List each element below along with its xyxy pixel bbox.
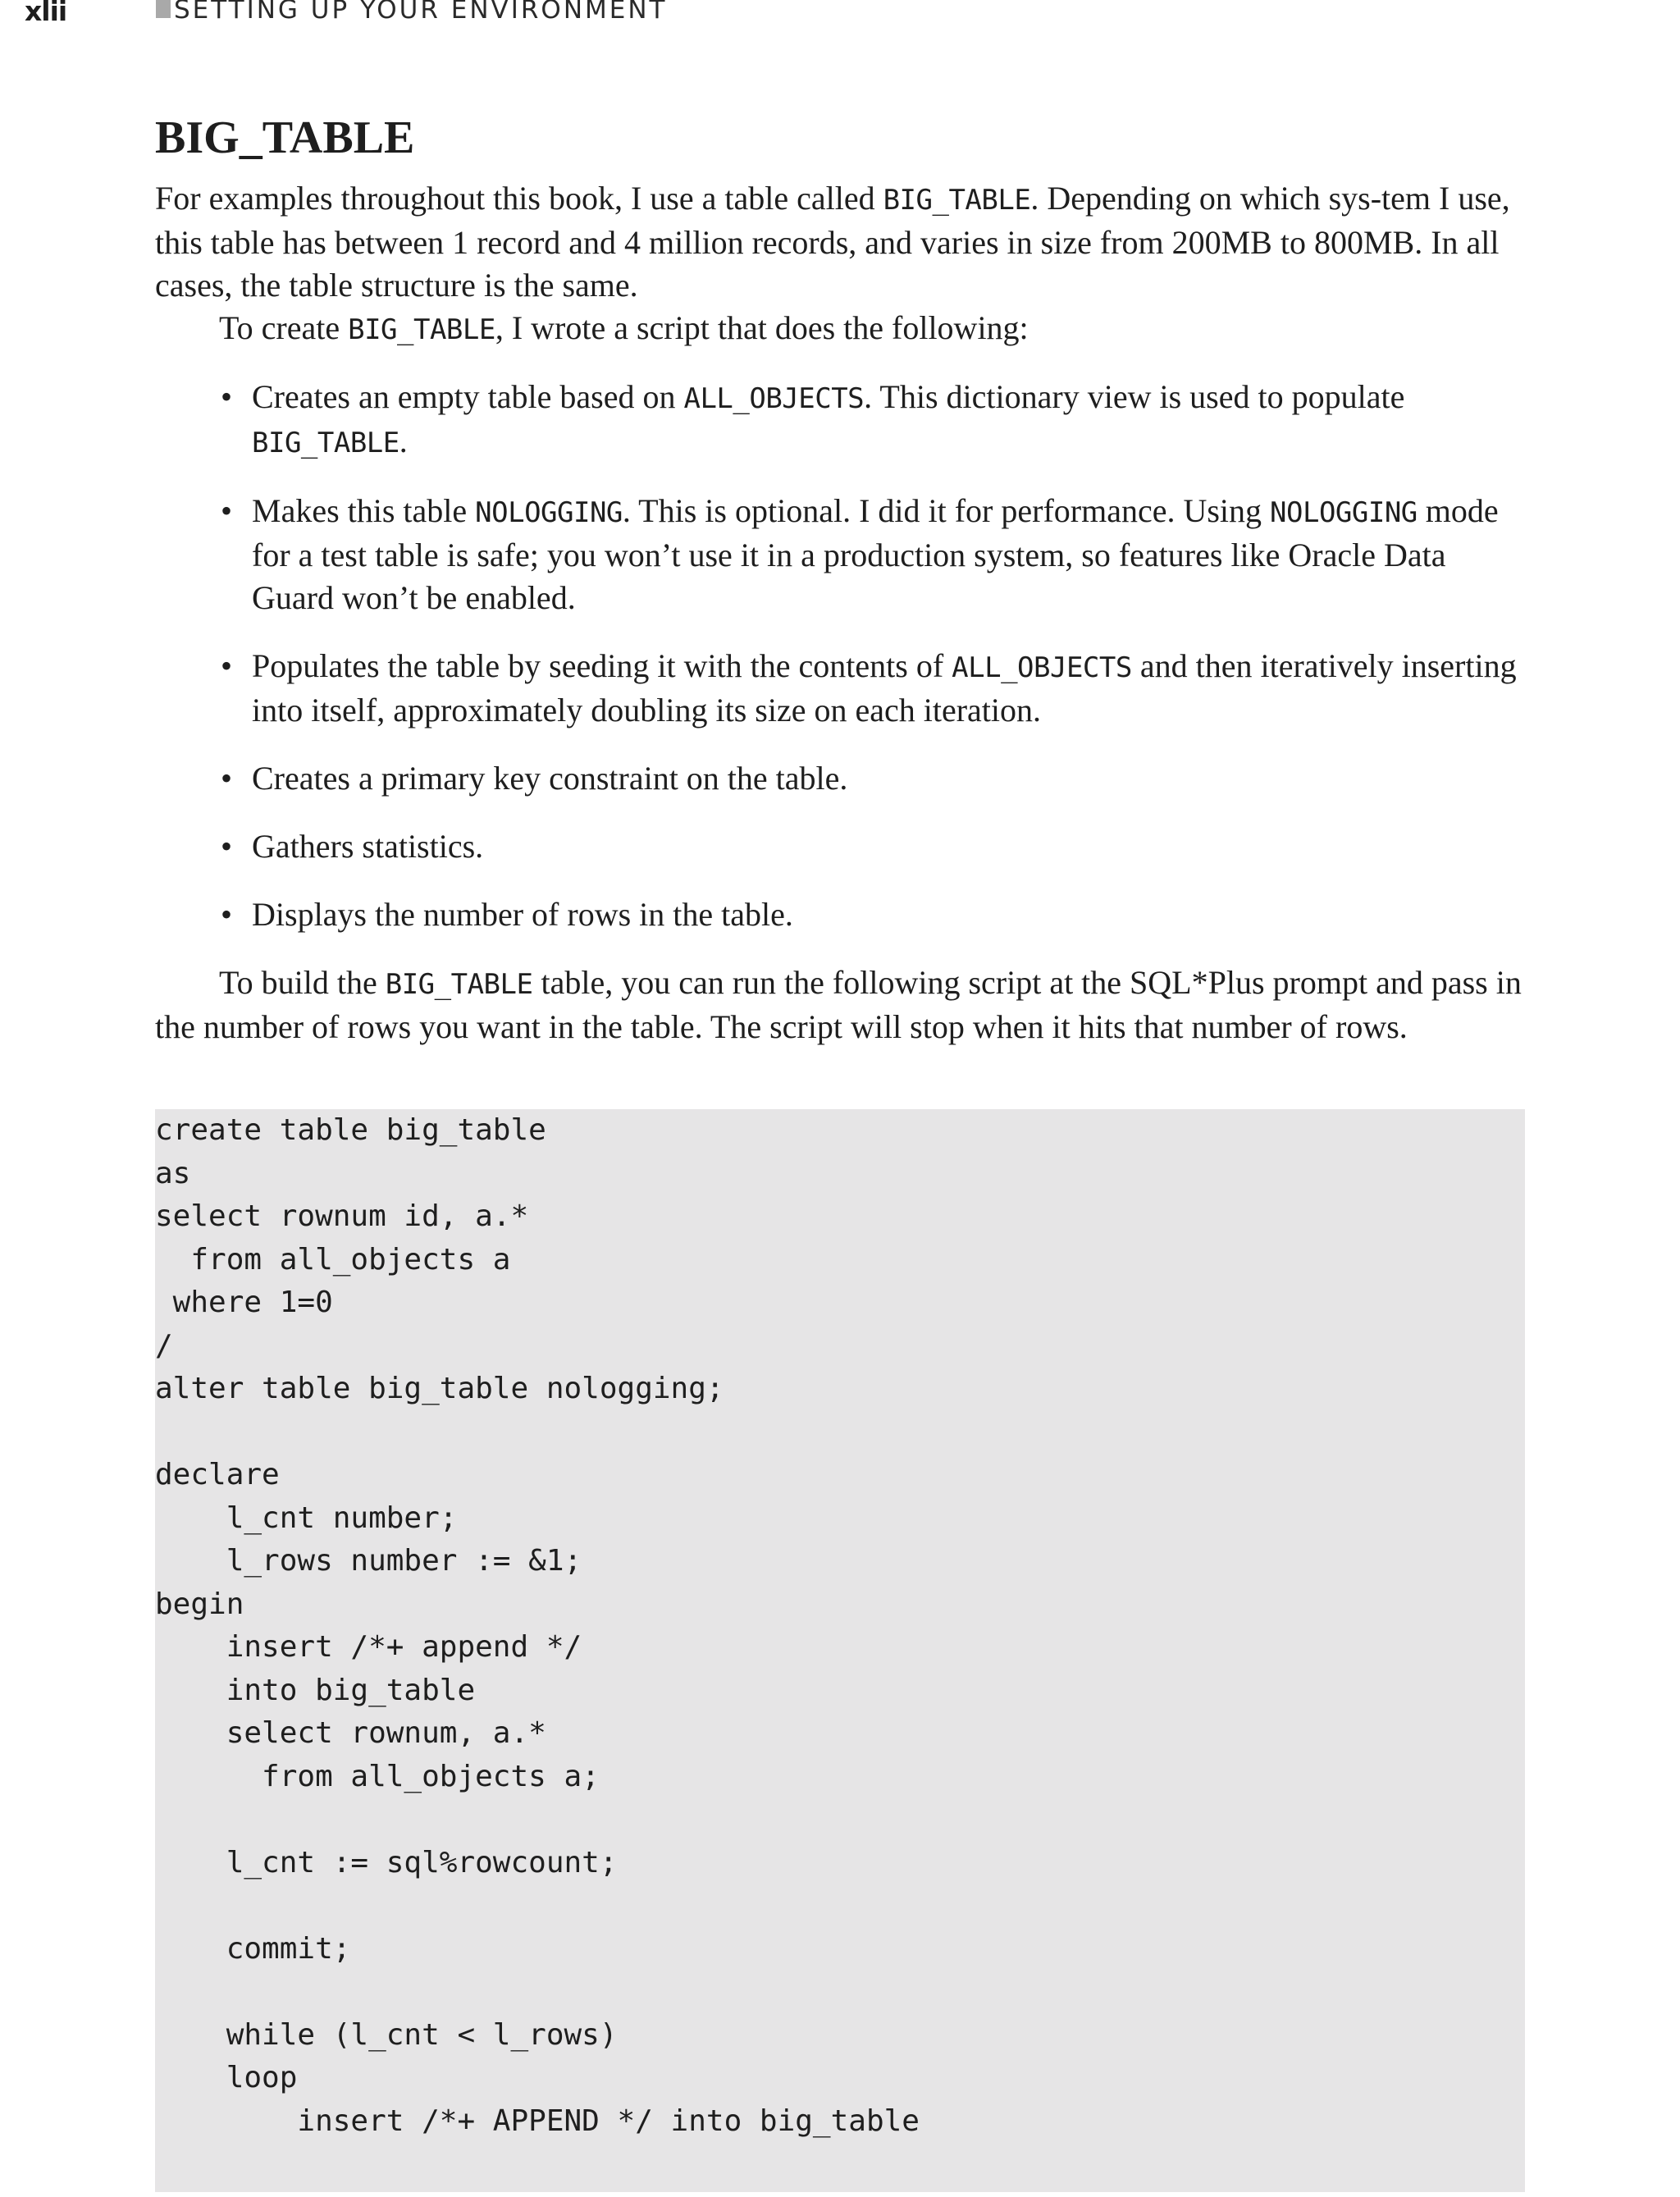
list-item-text: . This dictionary view is used to populate bbox=[864, 378, 1405, 415]
list-item-code: ALL_OBJECTS bbox=[952, 651, 1132, 684]
code-line: from all_objects a; bbox=[155, 1759, 600, 1793]
code-line bbox=[155, 1971, 1525, 2014]
code-listing bbox=[155, 1109, 1525, 2192]
code-line bbox=[155, 1798, 1525, 1842]
list-item-text: Makes this table bbox=[252, 492, 476, 529]
list-item bbox=[219, 893, 1525, 936]
intro-paragraph bbox=[155, 177, 1525, 307]
running-head-title: SETTING UP YOUR ENVIRONMENT bbox=[174, 0, 668, 25]
intro-text-2: . Depending on which sys-tem I use, this table has between 1 record and 4 million records, and varies in size from 200MB to 800MB. In all cases, the table structure is the same. bbox=[155, 180, 1510, 304]
code-line: loop bbox=[155, 2061, 298, 2094]
intro-code-big-table: BIG_TABLE bbox=[883, 184, 1031, 217]
code-line: l_cnt number; bbox=[155, 1500, 458, 1535]
code-line: select rownum, a.* bbox=[155, 1716, 546, 1750]
intro-text-1: For examples throughout this book, I use a table called bbox=[155, 180, 883, 217]
code-line: l_cnt := sql%rowcount; bbox=[155, 1845, 618, 1880]
script-intro-text-2: , I wrote a script that does the following: bbox=[495, 309, 1029, 346]
script-intro-paragraph bbox=[155, 307, 1525, 351]
list-item-text: and then iteratively inserting into itself, approximately doubling its size on each iteration. bbox=[252, 647, 1517, 729]
running-head-marker bbox=[156, 0, 171, 18]
list-item bbox=[219, 645, 1525, 732]
code-line: from all_objects a bbox=[155, 1242, 511, 1277]
running-head bbox=[25, 0, 667, 28]
bullet-icon: • bbox=[221, 647, 233, 684]
code-line: declare bbox=[155, 1458, 280, 1491]
list-item bbox=[219, 490, 1525, 619]
code-line: alter table big_table nologging; bbox=[155, 1372, 724, 1405]
script-intro-text-1: To create bbox=[219, 309, 349, 346]
bullet-icon: • bbox=[221, 760, 233, 797]
list-item-text: Creates a primary key constraint on the table. bbox=[252, 760, 848, 797]
code-line: l_rows number := &1; bbox=[155, 1544, 582, 1578]
code-line: create table big_table bbox=[155, 1113, 546, 1147]
list-item bbox=[219, 757, 1525, 800]
section-title: BIG_TABLE bbox=[155, 112, 415, 163]
code-line bbox=[155, 1411, 1525, 1455]
script-intro-code: BIG_TABLE bbox=[348, 313, 495, 346]
bullet-icon: • bbox=[221, 378, 233, 415]
code-line: where 1=0 bbox=[155, 1286, 333, 1319]
code-line: while (l_cnt < l_rows) bbox=[155, 2017, 618, 2052]
list-item-text: . This is optional. I did it for performance. Using bbox=[622, 492, 1271, 529]
list-item bbox=[219, 376, 1525, 464]
bullet-icon: • bbox=[221, 828, 233, 865]
build-text-1: To build the bbox=[219, 964, 386, 1001]
list-item bbox=[219, 825, 1525, 868]
bullet-icon: • bbox=[221, 896, 233, 933]
list-item-text: Displays the number of rows in the table. bbox=[252, 896, 793, 933]
code-line: commit; bbox=[155, 1931, 351, 1966]
code-line: into big_table bbox=[155, 1673, 476, 1707]
list-item-code: ALL_OBJECTS bbox=[683, 382, 865, 415]
list-item-text: Populates the table by seeding it with the contents of bbox=[252, 647, 952, 684]
bullet-icon: • bbox=[221, 492, 233, 529]
script-steps-list bbox=[155, 376, 1525, 936]
page-content bbox=[155, 105, 1525, 1048]
build-instructions-paragraph bbox=[155, 961, 1525, 1048]
build-text-2: table, you can run the following script at the SQL*Plus prompt and pass in the number of rows you want in the table. The script will stop when it hits that number of rows. bbox=[155, 964, 1522, 1045]
code-line: insert /*+ APPEND */ into big_table bbox=[155, 2103, 920, 2138]
list-item-text: . bbox=[399, 422, 408, 459]
code-line: / bbox=[155, 1328, 173, 1363]
code-line bbox=[155, 1884, 1525, 1928]
list-item-code: NOLOGGING bbox=[475, 496, 623, 529]
list-item-text: mode for a test table is safe; you won’t use it in a production system, so features like Oracle Data Guard won’t be enabled. bbox=[252, 492, 1499, 616]
list-item-code: BIG_TABLE bbox=[252, 427, 399, 459]
build-code-big-table: BIG_TABLE bbox=[385, 968, 533, 1001]
code-line: insert /*+ append */ bbox=[155, 1630, 582, 1664]
code-line: begin bbox=[155, 1587, 244, 1621]
list-item-text: Creates an empty table based on bbox=[252, 378, 684, 415]
code-line: select rownum id, a.* bbox=[155, 1199, 529, 1233]
page-number: xlii bbox=[25, 0, 67, 27]
list-item-code: NOLOGGING bbox=[1270, 496, 1418, 529]
list-item-text: Gathers statistics. bbox=[252, 828, 484, 865]
code-line: as bbox=[155, 1156, 191, 1190]
